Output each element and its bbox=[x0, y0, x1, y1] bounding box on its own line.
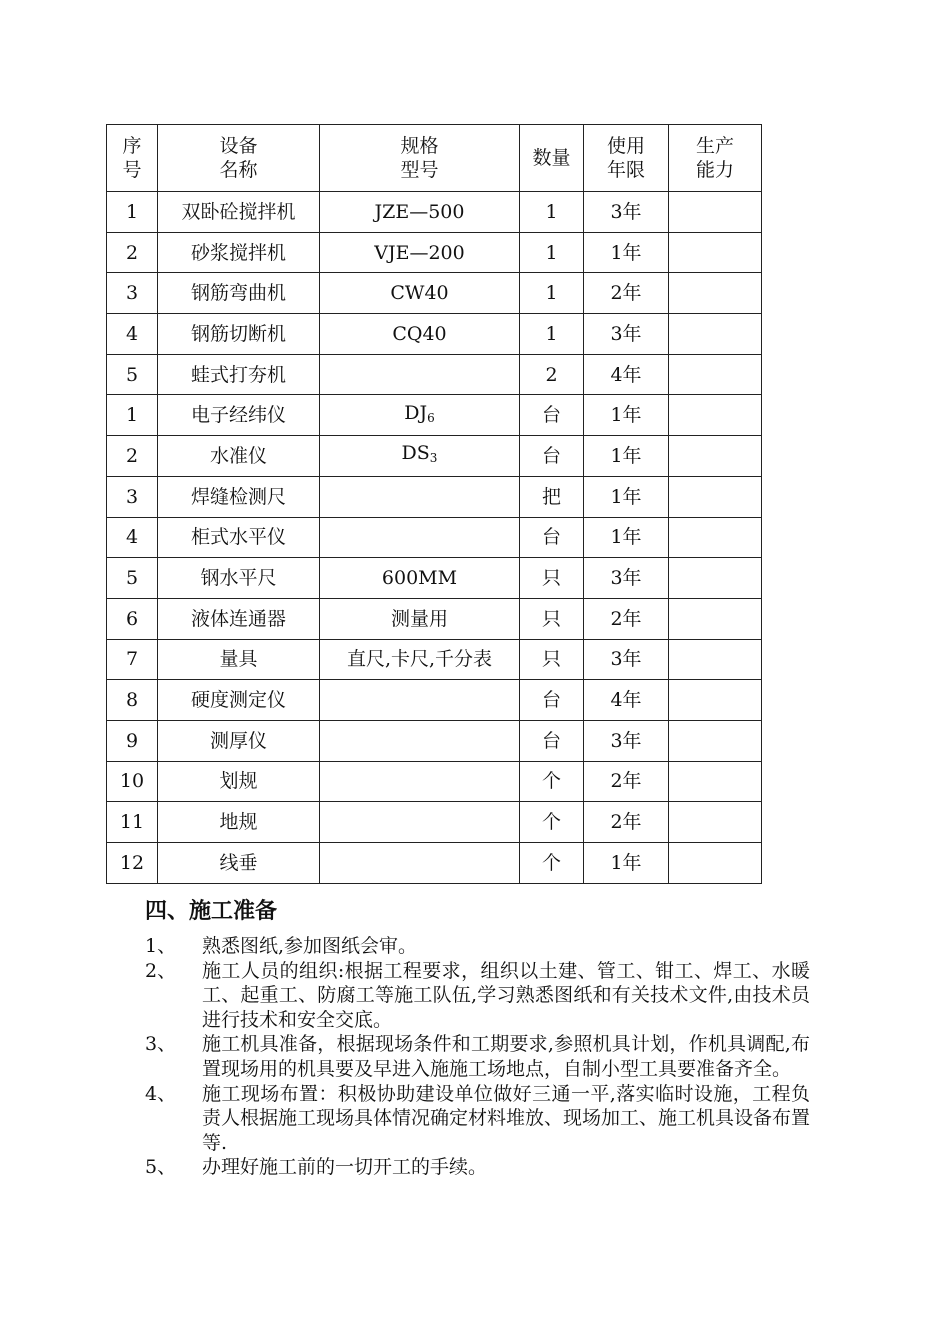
cell-capacity bbox=[669, 802, 762, 843]
cell-serial: 1 bbox=[107, 395, 158, 436]
cell-spec bbox=[320, 761, 520, 802]
cell-quantity: 只 bbox=[520, 598, 584, 639]
list-item bbox=[145, 934, 810, 959]
cell-serial: 9 bbox=[107, 720, 158, 761]
cell-serial: 2 bbox=[107, 436, 158, 477]
cell-spec: 直尺,卡尺,千分表 bbox=[320, 639, 520, 680]
list-item-text: 办理好施工前的一切开工的手续。 bbox=[202, 1156, 488, 1179]
cell-quantity: 把 bbox=[520, 476, 584, 517]
cell-quantity: 台 bbox=[520, 517, 584, 558]
cell-serial: 7 bbox=[107, 639, 158, 680]
table-body bbox=[107, 192, 762, 884]
list-item-number: 4、 bbox=[145, 1082, 177, 1105]
cell-capacity bbox=[669, 232, 762, 273]
cell-serial: 10 bbox=[107, 761, 158, 802]
list-item-text: 施工机具准备，根据现场条件和工期要求,参照机具计划，作机具调配,布置现场用的机具要及早进入施施工场地点，自制小型工具要准备齐全。 bbox=[202, 1033, 810, 1080]
cell-name: 钢筋弯曲机 bbox=[158, 273, 320, 314]
cell-spec bbox=[320, 517, 520, 558]
cell-life: 1年 bbox=[584, 232, 669, 273]
cell-quantity: 台 bbox=[520, 680, 584, 721]
cell-name: 硬度测定仪 bbox=[158, 680, 320, 721]
table-row bbox=[107, 558, 762, 599]
cell-spec: VJE—200 bbox=[320, 232, 520, 273]
cell-serial: 4 bbox=[107, 517, 158, 558]
table-row bbox=[107, 680, 762, 721]
preparation-list bbox=[145, 934, 810, 1180]
table-row bbox=[107, 843, 762, 884]
cell-name: 地规 bbox=[158, 802, 320, 843]
cell-serial: 5 bbox=[107, 558, 158, 599]
cell-spec bbox=[320, 476, 520, 517]
table-row bbox=[107, 192, 762, 233]
cell-capacity bbox=[669, 395, 762, 436]
table-row bbox=[107, 639, 762, 680]
cell-quantity: 1 bbox=[520, 232, 584, 273]
table-row bbox=[107, 761, 762, 802]
cell-life: 1年 bbox=[584, 843, 669, 884]
cell-life: 4年 bbox=[584, 680, 669, 721]
cell-spec bbox=[320, 720, 520, 761]
cell-spec: CQ40 bbox=[320, 314, 520, 355]
list-item bbox=[145, 1155, 810, 1180]
list-item bbox=[145, 1032, 810, 1081]
cell-life: 1年 bbox=[584, 517, 669, 558]
cell-capacity bbox=[669, 314, 762, 355]
list-item-number: 5、 bbox=[145, 1156, 177, 1179]
cell-capacity bbox=[669, 680, 762, 721]
header-equipment-name: 设备 名称 bbox=[158, 125, 320, 192]
cell-name: 水准仪 bbox=[158, 436, 320, 477]
cell-name: 电子经纬仪 bbox=[158, 395, 320, 436]
cell-life: 2年 bbox=[584, 598, 669, 639]
cell-spec bbox=[320, 802, 520, 843]
cell-name: 液体连通器 bbox=[158, 598, 320, 639]
list-item-number: 3、 bbox=[145, 1033, 177, 1056]
cell-name: 划规 bbox=[158, 761, 320, 802]
cell-capacity bbox=[669, 517, 762, 558]
header-specification: 规格 型号 bbox=[320, 125, 520, 192]
cell-quantity: 个 bbox=[520, 843, 584, 884]
cell-capacity bbox=[669, 843, 762, 884]
cell-capacity bbox=[669, 476, 762, 517]
header-service-life: 使用 年限 bbox=[584, 125, 669, 192]
section-title: 四、施工准备 bbox=[145, 899, 278, 924]
list-item bbox=[145, 1082, 810, 1156]
cell-serial: 3 bbox=[107, 476, 158, 517]
cell-spec bbox=[320, 354, 520, 395]
cell-capacity bbox=[669, 720, 762, 761]
cell-serial: 3 bbox=[107, 273, 158, 314]
cell-life: 1年 bbox=[584, 476, 669, 517]
cell-name: 钢水平尺 bbox=[158, 558, 320, 599]
cell-capacity bbox=[669, 639, 762, 680]
cell-life: 3年 bbox=[584, 192, 669, 233]
list-item-text: 施工现场布置：积极协助建设单位做好三通一平,落实临时设施，工程负责人根据施工现场具体情况确定材料堆放、现场加工、施工机具设备布置等. bbox=[202, 1082, 811, 1154]
list-item-text: 熟悉图纸,参加图纸会审。 bbox=[202, 935, 418, 957]
cell-quantity: 只 bbox=[520, 558, 584, 599]
list-item-number: 1、 bbox=[145, 935, 177, 957]
table-row bbox=[107, 232, 762, 273]
cell-quantity: 台 bbox=[520, 720, 584, 761]
cell-capacity bbox=[669, 761, 762, 802]
cell-life: 3年 bbox=[584, 558, 669, 599]
table-row bbox=[107, 354, 762, 395]
cell-capacity bbox=[669, 436, 762, 477]
cell-life: 4年 bbox=[584, 354, 669, 395]
cell-life: 1年 bbox=[584, 436, 669, 477]
cell-spec bbox=[320, 843, 520, 884]
table-row bbox=[107, 273, 762, 314]
list-item bbox=[145, 959, 810, 1033]
table-row bbox=[107, 395, 762, 436]
cell-quantity: 台 bbox=[520, 395, 584, 436]
cell-quantity: 台 bbox=[520, 436, 584, 477]
cell-name: 焊缝检测尺 bbox=[158, 476, 320, 517]
table-row bbox=[107, 314, 762, 355]
cell-serial: 12 bbox=[107, 843, 158, 884]
cell-spec: $DS_3$ bbox=[320, 436, 520, 477]
cell-name: 量具 bbox=[158, 639, 320, 680]
cell-life: 1年 bbox=[584, 395, 669, 436]
cell-name: 双卧砼搅拌机 bbox=[158, 192, 320, 233]
table-row bbox=[107, 598, 762, 639]
cell-quantity: 2 bbox=[520, 354, 584, 395]
table-row bbox=[107, 476, 762, 517]
header-serial: 序 号 bbox=[107, 125, 158, 192]
cell-serial: 5 bbox=[107, 354, 158, 395]
cell-serial: 2 bbox=[107, 232, 158, 273]
cell-quantity: 个 bbox=[520, 761, 584, 802]
cell-name: 线垂 bbox=[158, 843, 320, 884]
table-header-row bbox=[107, 125, 762, 192]
cell-quantity: 1 bbox=[520, 192, 584, 233]
cell-name: 钢筋切断机 bbox=[158, 314, 320, 355]
cell-serial: 4 bbox=[107, 314, 158, 355]
table-row bbox=[107, 720, 762, 761]
cell-life: 2年 bbox=[584, 802, 669, 843]
list-item-text: 施工人员的组织:根据工程要求，组织以土建、管工、钳工、焊工、水暖工、起重工、防腐工等施工队伍,学习熟悉图纸和有关技术文件,由技术员进行技术和安全交底。 bbox=[202, 959, 810, 1031]
cell-spec: $DJ_6$ bbox=[320, 395, 520, 436]
cell-life: 2年 bbox=[584, 273, 669, 314]
spec-subscript: 6 bbox=[427, 410, 435, 425]
cell-spec: JZE—500 bbox=[320, 192, 520, 233]
cell-capacity bbox=[669, 192, 762, 233]
cell-serial: 1 bbox=[107, 192, 158, 233]
cell-quantity: 1 bbox=[520, 314, 584, 355]
header-capacity: 生产 能力 bbox=[669, 125, 762, 192]
cell-spec bbox=[320, 680, 520, 721]
cell-spec: CW40 bbox=[320, 273, 520, 314]
table-row bbox=[107, 436, 762, 477]
cell-serial: 6 bbox=[107, 598, 158, 639]
cell-life: 2年 bbox=[584, 761, 669, 802]
cell-quantity: 个 bbox=[520, 802, 584, 843]
spec-subscript: 3 bbox=[429, 451, 438, 466]
table-row bbox=[107, 802, 762, 843]
list-item-number: 2、 bbox=[145, 959, 177, 982]
cell-capacity bbox=[669, 354, 762, 395]
table-row bbox=[107, 517, 762, 558]
cell-name: 测厚仪 bbox=[158, 720, 320, 761]
equipment-table bbox=[106, 124, 762, 884]
cell-quantity: 1 bbox=[520, 273, 584, 314]
cell-serial: 11 bbox=[107, 802, 158, 843]
cell-spec: 600MM bbox=[320, 558, 520, 599]
cell-serial: 8 bbox=[107, 680, 158, 721]
cell-name: 柜式水平仪 bbox=[158, 517, 320, 558]
cell-life: 3年 bbox=[584, 314, 669, 355]
cell-name: 砂浆搅拌机 bbox=[158, 232, 320, 273]
cell-capacity bbox=[669, 273, 762, 314]
cell-capacity bbox=[669, 558, 762, 599]
cell-life: 3年 bbox=[584, 639, 669, 680]
cell-quantity: 只 bbox=[520, 639, 584, 680]
cell-name: 蛙式打夯机 bbox=[158, 354, 320, 395]
header-quantity: 数量 bbox=[520, 125, 584, 192]
cell-spec: 测量用 bbox=[320, 598, 520, 639]
cell-capacity bbox=[669, 598, 762, 639]
cell-life: 3年 bbox=[584, 720, 669, 761]
